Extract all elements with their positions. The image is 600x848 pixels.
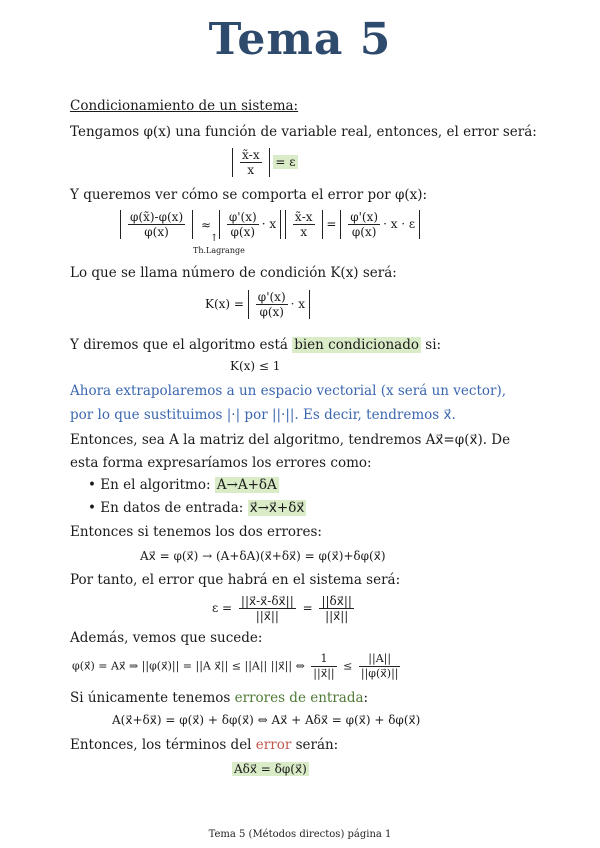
text-line-11: Además, vemos que sucede: <box>70 630 263 646</box>
lagrange-note: Th.Lagrange <box>193 246 245 255</box>
text-line-9: Entonces si tenemos los dos errores: <box>70 524 322 540</box>
text-line-8: esta forma expresaríamos los errores como: <box>70 455 372 471</box>
text-line-6: por lo que sustituimos |·| por ||·||. Es decir, tendremos x⃗. <box>70 407 456 423</box>
text-line-2: Y queremos ver cómo se comporta el error por φ(x): <box>70 187 428 203</box>
equation-well-conditioned: K(x) ≤ 1 <box>230 359 281 373</box>
equation-error-terms: Aδx⃗ = δφ(x⃗) <box>234 762 307 776</box>
text-line-7: Entonces, sea A la matriz del algoritmo, tendremos Ax⃗=φ(x⃗). De <box>70 432 511 448</box>
text-line-12: Si únicamente tenemos errores de entrada: <box>70 690 369 706</box>
page-footer: Tema 5 (Métodos directos) página 1 <box>208 829 392 840</box>
text-line-1: Tengamos φ(x) una función de variable real, entonces, el error será: <box>70 124 537 140</box>
bullet-algorithm: • En el algoritmo: A→A+δA <box>88 477 277 493</box>
equation-system-error: ε = $\frac{||x⃗-x⃗-\delta x⃗||}{||x⃗||}$ = $\frac{||\delta x⃗||}{||x⃗||}$ <box>212 594 352 623</box>
equation-condition-number: K(x) = $\frac{\varphi'(x)}{\varphi(x)}$ · x <box>205 290 310 319</box>
equation-error-propagation: $\frac{\varphi(x̃)-\varphi(x)}{\varphi(x)}$ ≈ $\frac{\varphi'(x)}{\varphi(x)}$ · x $\frac{x̃-x}{x}$ = $\frac{\varphi'(x)}{\varphi(x)}$ · x · ε <box>120 210 420 239</box>
text-line-3: Lo que se llama número de condición K(x) será: <box>70 265 397 281</box>
text-line-5: Ahora extrapolaremos a un espacio vectorial (x será un vector), <box>70 383 507 399</box>
page-title: Tema 5 <box>208 14 392 65</box>
section-heading: Condicionamiento de un sistema: <box>70 98 299 114</box>
equation-both-errors: Ax⃗ = φ(x⃗) → (A+δA)(x⃗+δx⃗) = φ(x⃗)+δφ(x⃗) <box>140 549 386 563</box>
text-line-4: Y diremos que el algoritmo está bien condicionado si: <box>70 337 442 353</box>
text-line-13: Entonces, los términos del error serán: <box>70 737 339 753</box>
lagrange-arrow: ↑ <box>210 233 219 244</box>
text-line-10: Por tanto, el error que habrá en el sistema será: <box>70 572 401 588</box>
equation-norm-bound: φ(x⃗) = Ax⃗ ⇒ ||φ(x⃗)|| = ||A x⃗|| ≤ ||A|| ||x⃗|| ⇔ $\frac{1}{||x⃗||}$ ≤ $\frac{||A||}{||\varphi(x⃗)||}$ <box>72 652 399 680</box>
bullet-input-data: • En datos de entrada: x⃗→x⃗+δx⃗ <box>88 500 305 516</box>
equation-input-errors: A(x⃗+δx⃗) = φ(x⃗) + δφ(x⃗) ⇔ Ax⃗ + Aδx⃗ = φ(x⃗) + δφ(x⃗) <box>112 713 421 727</box>
equation-relative-error: $\frac{x̃-x}{x}$ = ε <box>232 148 298 177</box>
